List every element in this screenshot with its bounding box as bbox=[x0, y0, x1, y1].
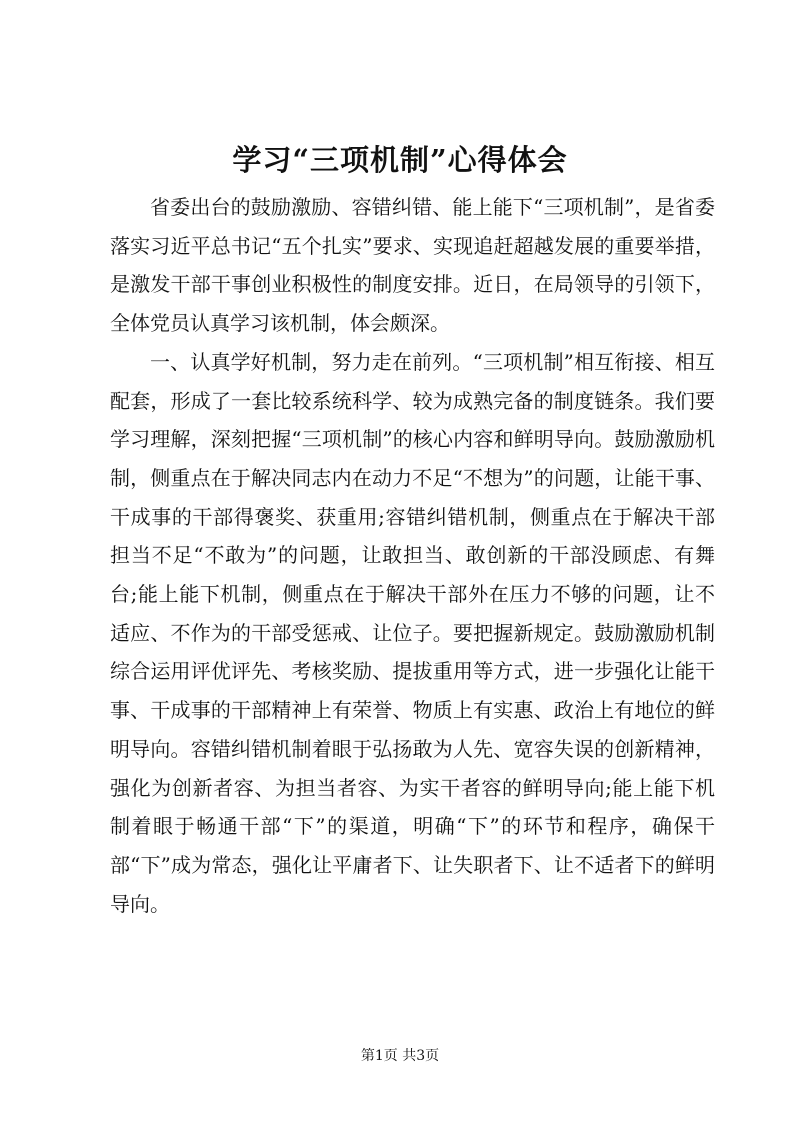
document-body bbox=[110, 188, 715, 923]
paragraph: 省委出台的鼓励激励、容错纠错、能上能下“三项机制”，是省委落实习近平总书记“五个扎实”要求、实现追赶超越发展的重要举措，是激发干部干事创业积极性的制度安排。近日，在局领导的引领下，全体党员认真学习该机制，体会颇深。 bbox=[110, 195, 715, 336]
page-footer: 第1页 共3页 bbox=[360, 1048, 440, 1064]
paragraph: 一、认真学好机制，努力走在前列。“三项机制”相互衔接、相互配套，形成了一套比较系统科学、较为成熟完备的制度链条。我们要学习理解，深刻把握“三项机制”的核心内容和鲜明导向。鼓励激励机制，侧重点在于解决同志内在动力不足“不想为”的问题，让能干事、干成事的干部得褒奖、获重用;容错纠错机制，侧重点在于解决干部担当不足“不敢为”的问题，让敢担当、敢创新的干部没顾虑、有舞台;能上能下机制，侧重点在于解决干部外在压力不够的问题，让不适应、不作为的干部受惩戒、让位子。要把握新规定。鼓励激励机制综合运用评优评先、考核奖励、提拔重用等方式，进一步强化让能干事、干成事的干部精神上有荣誉、物质上有实惠、政治上有地位的鲜明导向。容错纠错机制着眼于弘扬敢为人先、宽容失误的创新精神，强化为创新者容、为担当者容、为实干者容的鲜明导向;能上能下机制着眼于畅通干部“下”的渠道，明确“下”的环节和程序，确保干部“下”成为常态，强化让平庸者下、让失职者下、让不适者下的鲜明导向。 bbox=[110, 349, 715, 916]
document-title: 学习“三项机制”心得体会 bbox=[232, 143, 568, 177]
